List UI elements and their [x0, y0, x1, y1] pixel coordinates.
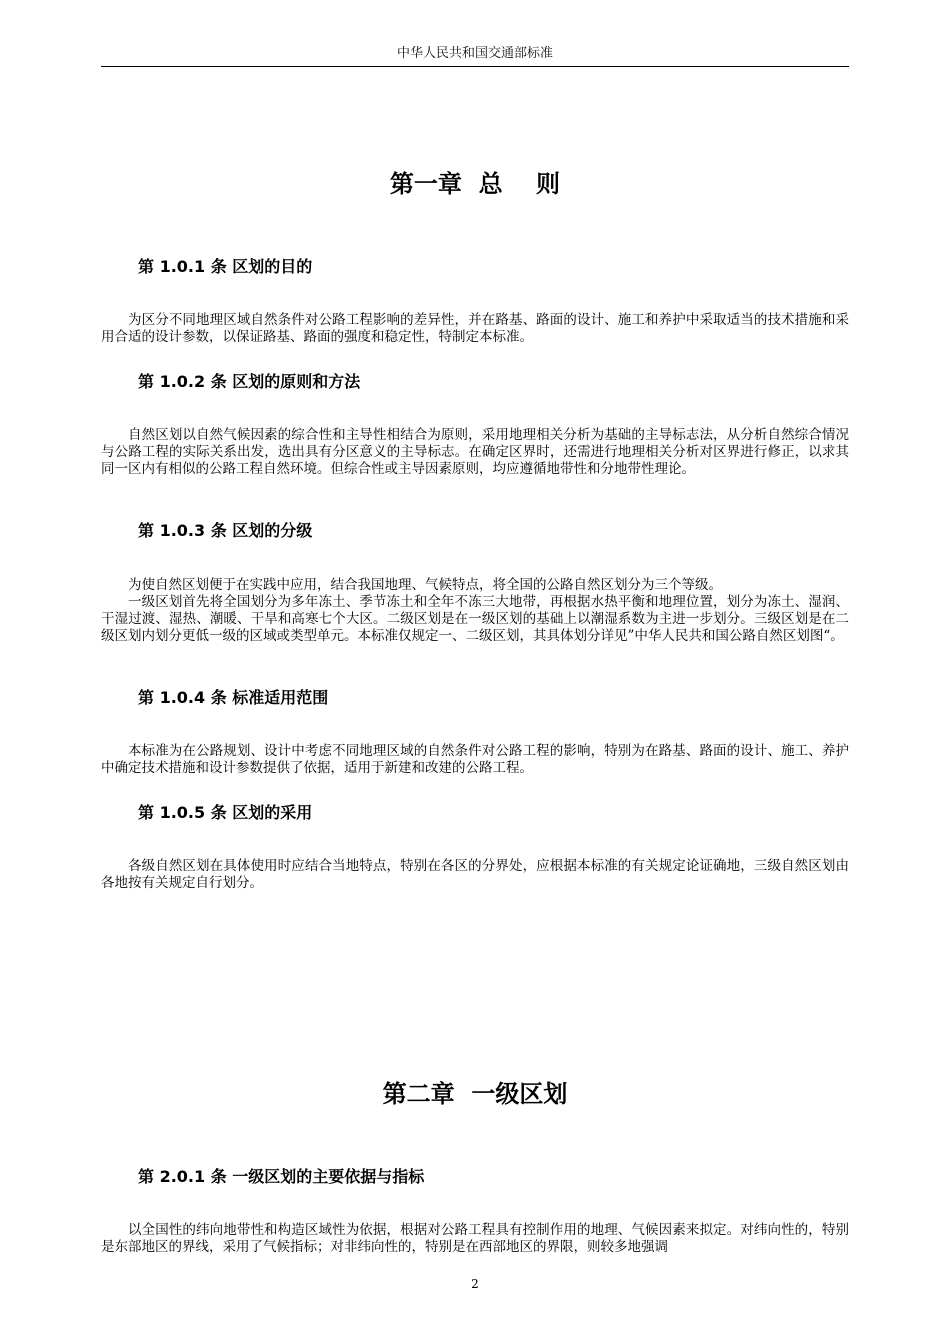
section-1-0-3-paragraph-2: 一级区划首先将全国划分为多年冻土、季节冻土和全年不冻三大地带，再根据水热平衡和地理位置，划分为冻土、湿润、干湿过渡、湿热、潮暖、干旱和高寒七个大区。二级区划是在一级区划的基础上以潮湿系数为主进一步划分。三级区划是在二级区划内划分更低一级的区域或类型单元。本标准仅规定一、二级区划，其具体划分详见”中华人民共和国公路自然区划图“。: [101, 594, 849, 644]
section-1-0-2-paragraph: 自然区划以自然气候因素的综合性和主导性相结合为原则，采用地理相关分析为基础的主导标志法，从分析自然综合情况与公路工程的实际关系出发，选出具有分区意义的主导标志。在确定区界时，还需进行地理相关分析对区界进行修正，以求其同一区内有相似的公路工程自然环境。但综合性或主导因素原则，均应遵循地带性和分地带性理论。: [101, 427, 849, 477]
section-1-0-4-title: 第 1.0.4 条 标准适用范围: [138, 688, 329, 707]
chapter-2-title: 第二章 一级区划: [382, 1080, 568, 1108]
section-1-0-5-title: 第 1.0.5 条 区划的采用: [138, 803, 313, 822]
section-1-0-1-title: 第 1.0.1 条 区划的目的: [138, 257, 313, 276]
section-1-0-5-paragraph: 各级自然区划在具体使用时应结合当地特点，特别在各区的分界处，应根据本标准的有关规定论证确地，三级自然区划由各地按有关规定自行划分。: [101, 858, 849, 891]
running-header: 中华人民共和国交通部标准: [396, 46, 553, 61]
chapter-1-title: 第一章 总 则: [389, 170, 561, 198]
section-1-0-2-title: 第 1.0.2 条 区划的原则和方法: [138, 372, 361, 391]
section-1-0-3-title: 第 1.0.3 条 区划的分级: [138, 521, 313, 540]
section-1-0-3-paragraph-1: 为使自然区划便于在实践中应用，结合我国地理、气候特点，将全国的公路自然区划分为三个等级。: [128, 577, 722, 593]
section-1-0-1-paragraph: 为区分不同地理区域自然条件对公路工程影响的差异性，并在路基、路面的设计、施工和养护中采取适当的技术措施和采用合适的设计参数，以保证路基、路面的强度和稳定性，特制定本标准。: [101, 312, 849, 345]
header-rule: [101, 66, 849, 67]
section-1-0-4-paragraph: 本标准为在公路规划、设计中考虑不同地理区域的自然条件对公路工程的影响，特别为在路基、路面的设计、施工、养护中确定技术措施和设计参数提供了依据，适用于新建和改建的公路工程。: [101, 743, 849, 776]
section-2-0-1-title: 第 2.0.1 条 一级区划的主要依据与指标: [138, 1167, 425, 1186]
section-2-0-1-paragraph: 以全国性的纬向地带性和构造区域性为依据，根据对公路工程具有控制作用的地理、气候因素来拟定。对纬向性的，特别是东部地区的界线，采用了气候指标；对非纬向性的，特别是在西部地区的界限，则较多地强调: [101, 1222, 849, 1255]
page-number: 2: [471, 1277, 479, 1291]
